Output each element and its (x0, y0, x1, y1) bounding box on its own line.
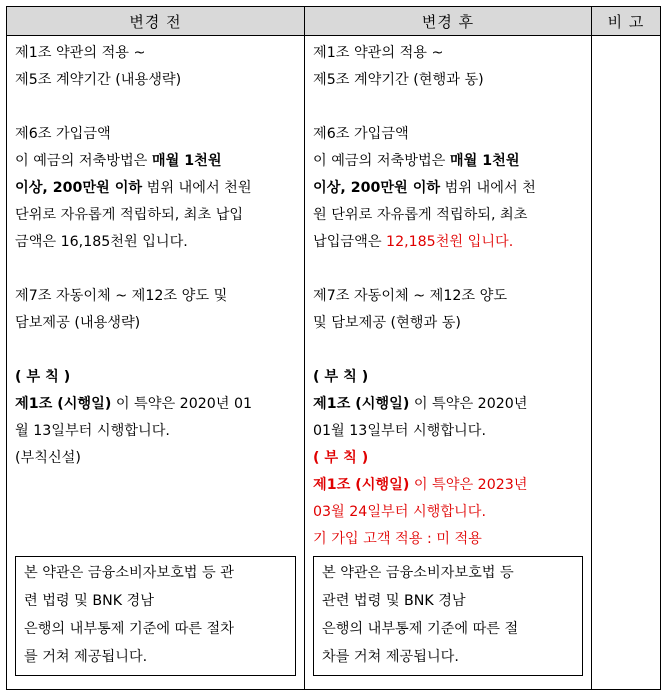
before-supplementary-article1: 제1조 (시행일) 이 특약은 2020년 01 (15, 396, 253, 412)
after-article6-title: 제6조 가입금액 (313, 126, 409, 142)
header-note: 비 고 (592, 7, 661, 36)
header-before: 변경 전 (7, 7, 305, 36)
comparison-table-wrapper (6, 6, 660, 690)
comparison-table (6, 6, 661, 690)
after-content (305, 36, 591, 553)
before-articles-1-5-line2: 제5조 계약기간 (내용생략) (15, 72, 182, 88)
content-row (7, 36, 661, 690)
before-supplementary-article1-line2: 월 13일부터 시행합니다. (15, 423, 170, 439)
after-supplementary-article1: 제1조 (시행일) 이 특약은 2020년 (313, 396, 528, 412)
after-article7-line2: 및 담보제공 (현행과 동) (313, 315, 461, 331)
before-articles-1-5-line1: 제1조 약관의 적용 ~ (15, 45, 146, 61)
before-article6-title: 제6조 가입금액 (15, 126, 111, 142)
after-supplementary2-title: ( 부 칙 ) (313, 450, 369, 466)
after-supplementary2-article1: 제1조 (시행일) 이 특약은 2023년 (313, 477, 528, 493)
header-row (7, 7, 661, 36)
before-article6-line1: 이 예금의 저축방법은 매월 1천원 (15, 153, 222, 169)
before-supplementary-new: (부칙신설) (15, 450, 81, 466)
before-article7-line2: 담보제공 (내용생략) (15, 315, 141, 331)
before-article7-line1: 제7조 자동이체 ~ 제12조 양도 및 (15, 288, 228, 304)
after-supplementary2-note: 기 가입 고객 적용 : 미 적용 (313, 531, 482, 547)
after-article6-line2: 이상, 200만원 이하 범위 내에서 천 (313, 180, 536, 196)
after-changed-amount: 12,185천원 입니다. (386, 234, 514, 250)
after-articles-1-5-line2: 제5조 계약기간 (현행과 동) (313, 72, 484, 88)
before-content (7, 36, 304, 472)
after-supplementary-article1-line2: 01월 13일부터 시행합니다. (313, 423, 486, 439)
before-supplementary-title: ( 부 칙 ) (15, 369, 71, 385)
after-article6-line1: 이 예금의 저축방법은 매월 1천원 (313, 153, 520, 169)
after-cell (305, 36, 592, 690)
after-supplementary-title: ( 부 칙 ) (313, 369, 369, 385)
after-supplementary2-article1-line2: 03월 24일부터 시행합니다. (313, 504, 486, 520)
after-articles-1-5-line1: 제1조 약관의 적용 ~ (313, 45, 444, 61)
before-cell (7, 36, 305, 690)
before-article6-line2: 이상, 200만원 이하 범위 내에서 천원 (15, 180, 252, 196)
before-notice-box: 본 약관은 금융소비자보호법 등 관 련 법령 및 BNK 경남 은행의 내부통제 기준에 따른 절차 를 거쳐 제공됩니다. (15, 556, 296, 676)
before-article6-line4: 금액은 16,185천원 입니다. (15, 234, 188, 250)
note-cell (592, 36, 661, 690)
after-notice-box: 본 약관은 금융소비자보호법 등 관련 법령 및 BNK 경남 은행의 내부통제 기준에 따른 절 차를 거쳐 제공됩니다. (313, 556, 583, 676)
header-after: 변경 후 (305, 7, 592, 36)
after-article7-line1: 제7조 자동이체 ~ 제12조 양도 (313, 288, 508, 304)
after-article6-line3: 원 단위로 자유롭게 적립하되, 최초 (313, 207, 528, 223)
after-article6-line4: 납입금액은 12,185천원 입니다. (313, 234, 514, 250)
before-article6-line3: 단위로 자유롭게 적립하되, 최초 납입 (15, 207, 244, 223)
